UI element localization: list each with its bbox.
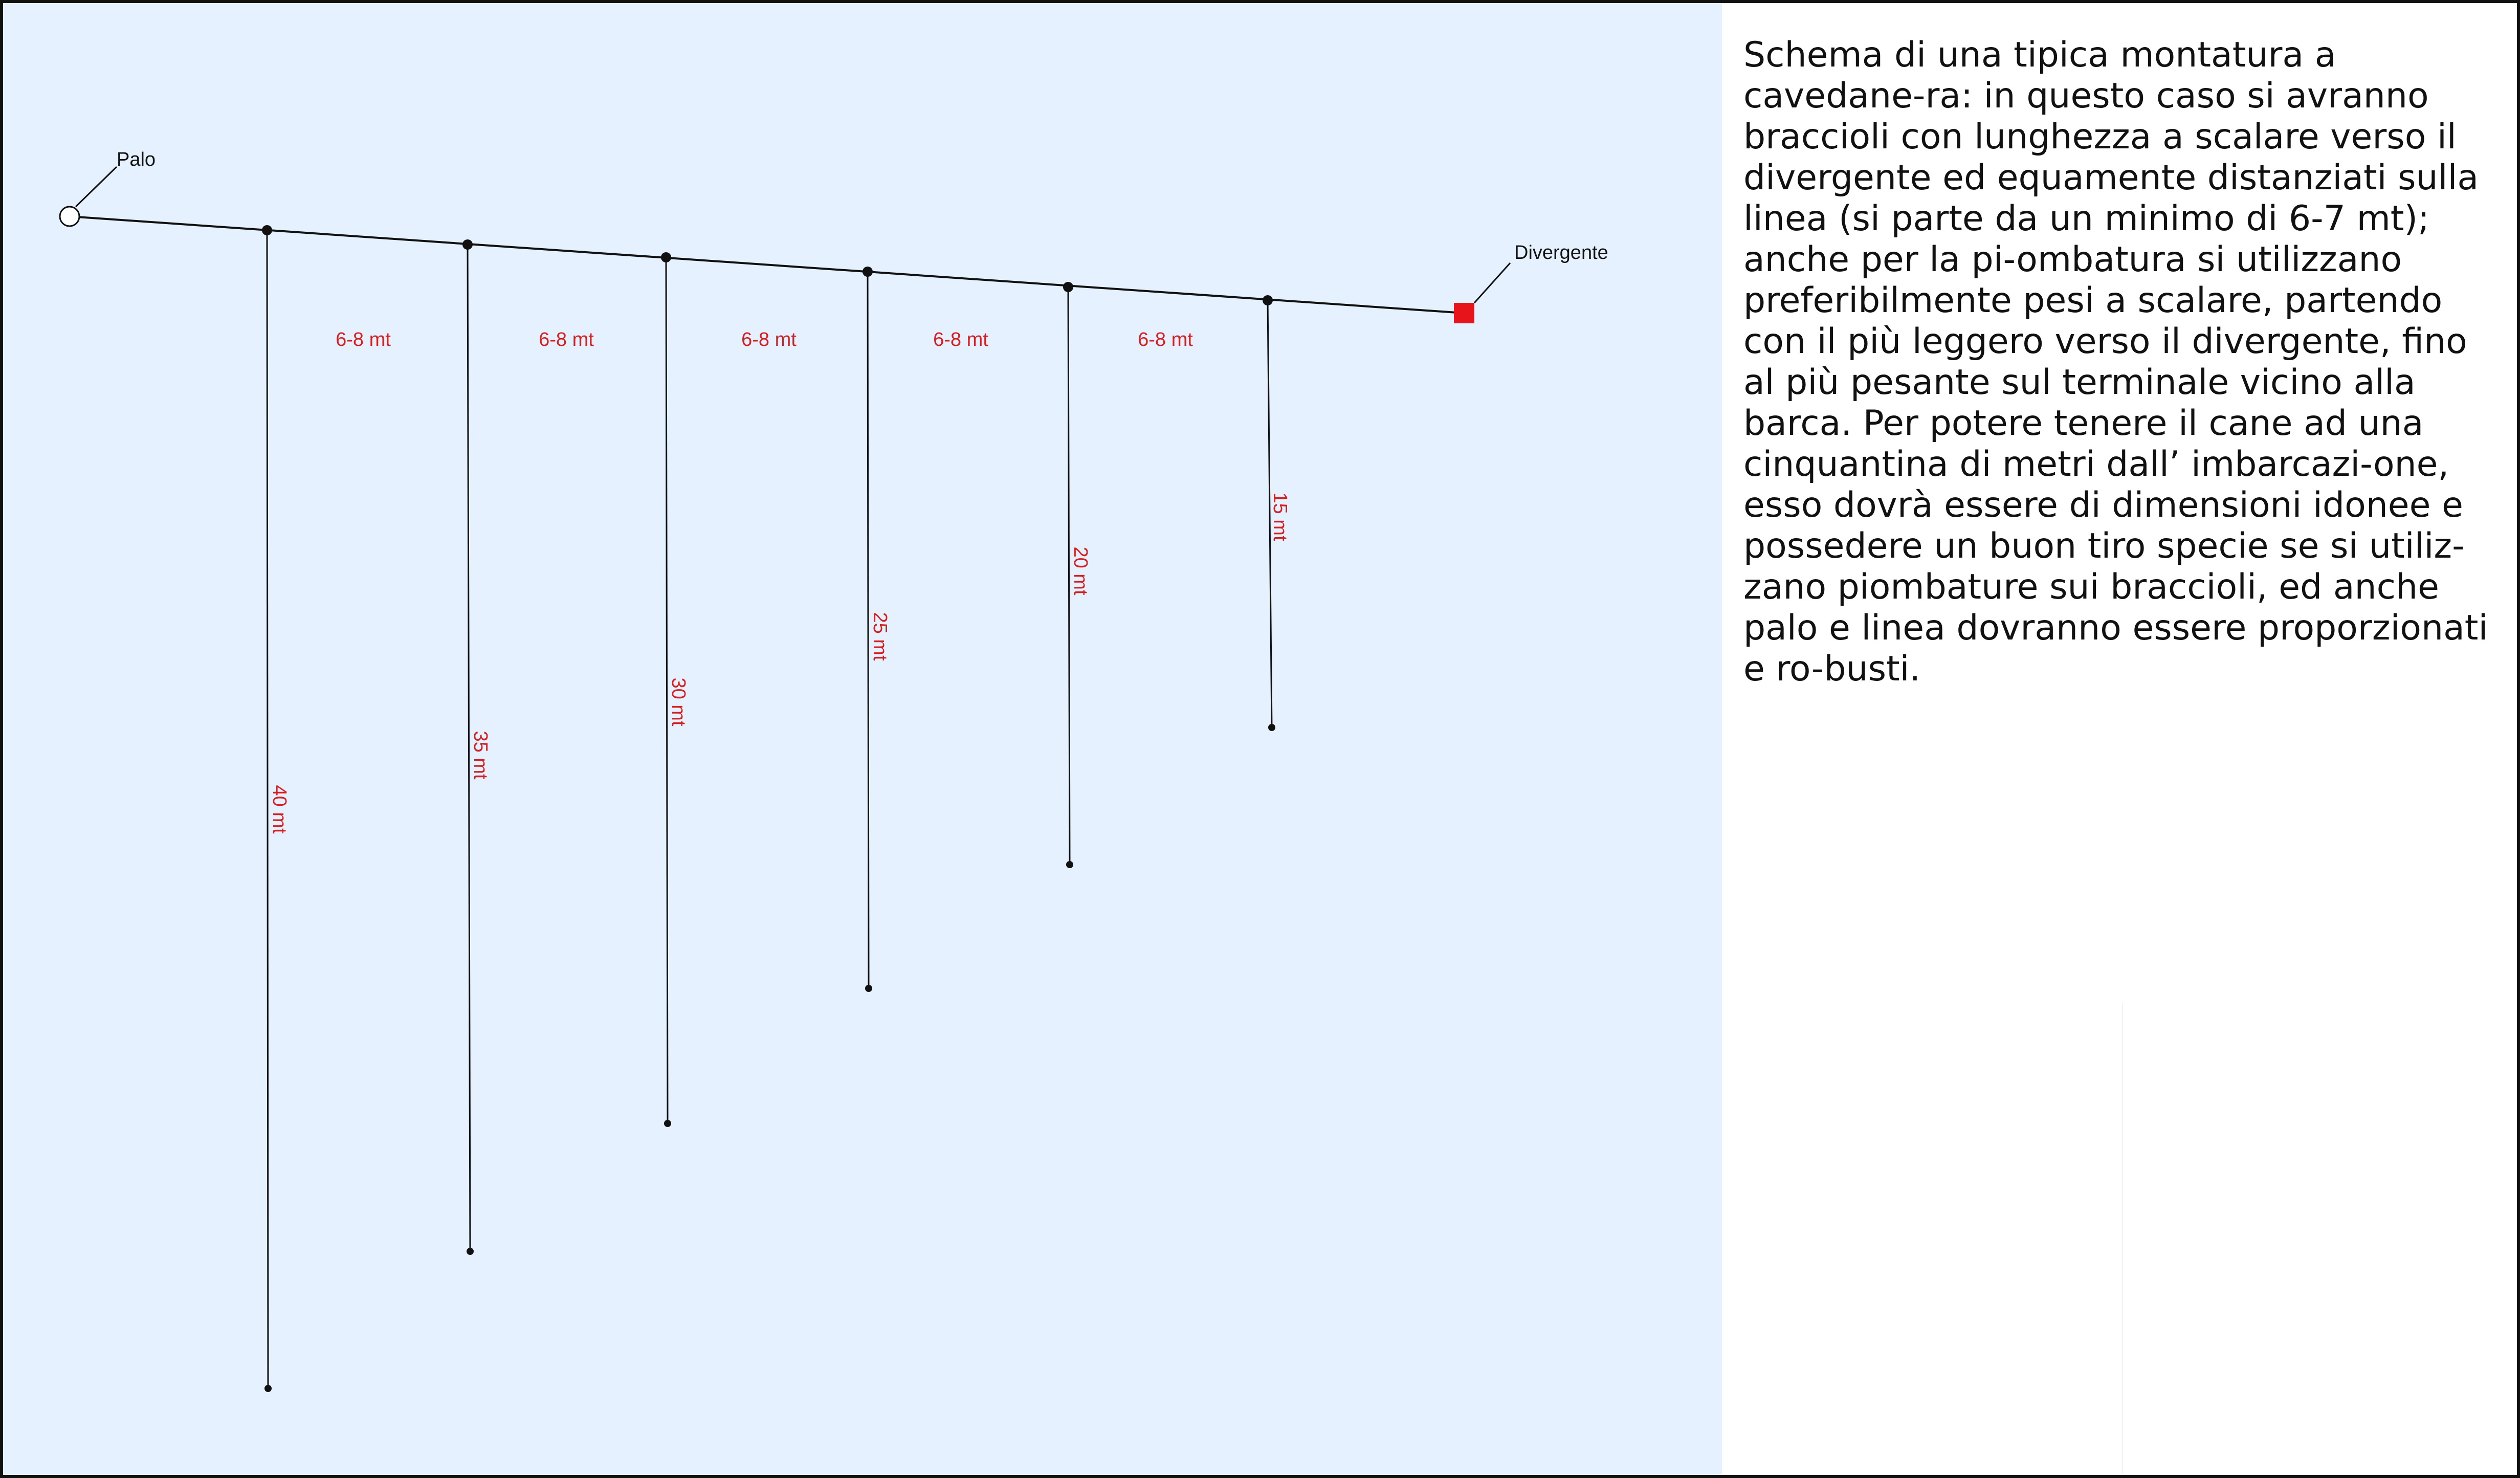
junction-dot — [661, 252, 671, 262]
spacing-label: 6-8 mt — [336, 329, 391, 350]
branch-length-label: 15 mt — [1269, 492, 1291, 541]
hook-dot — [664, 1120, 671, 1127]
palo-label: Palo — [117, 149, 156, 170]
main-line — [70, 216, 1464, 313]
hook-dot — [264, 1385, 272, 1392]
spacing-label: 6-8 mt — [933, 329, 988, 350]
junction-dot — [1263, 295, 1273, 305]
branch-length-label: 30 mt — [668, 677, 689, 726]
palo-marker — [60, 207, 79, 226]
hook-dot — [1066, 861, 1073, 868]
branch-line — [666, 257, 668, 1123]
spacing-label: 6-8 mt — [1138, 329, 1193, 350]
spacing-label: 6-8 mt — [539, 329, 594, 350]
branch-length-label: 20 mt — [1070, 546, 1091, 595]
description-text: Schema di una tipica montatura a cavedane-ra: in questo caso si avranno braccioli con lunghezza a scalare verso il divergente ed equamente distanziati sulla linea (si parte da un minimo di 6-7 mt); anche per la pi-ombatura si utilizzano preferibilmente pesi a scalare, partendo con il più leggero verso il divergente, fino al più pesante sul terminale vicino alla barca. Per potere tenere il cane ad una cinquantina di metri dall’ imbarcazi-one, esso dovrà essere di dimensioni idonee e possedere un buon tiro specie se si utiliz-zano piombature sui braccioli, ed anche palo e linea dovranno essere proporzionati e ro-busti. — [1743, 35, 2488, 689]
branch-line — [267, 230, 268, 1388]
hook-dot — [1268, 724, 1275, 731]
junction-dot — [462, 239, 473, 250]
hook-dot — [467, 1248, 474, 1255]
branch-length-label: 40 mt — [269, 785, 290, 834]
branch-line — [868, 272, 869, 988]
branch-length-label: 35 mt — [470, 731, 491, 780]
junction-dot — [863, 267, 873, 277]
junction-dot — [1063, 282, 1073, 292]
hook-dot — [865, 985, 872, 992]
divergente-label: Divergente — [1514, 242, 1608, 263]
divergente-leader — [1474, 263, 1510, 303]
palo-leader — [76, 167, 117, 207]
spacing-label: 6-8 mt — [741, 329, 797, 350]
divergente-marker — [1454, 303, 1474, 323]
junction-dot — [262, 225, 272, 235]
branch-length-label: 25 mt — [869, 612, 891, 661]
branch-line — [1068, 287, 1070, 865]
divider — [2122, 1003, 2123, 1475]
